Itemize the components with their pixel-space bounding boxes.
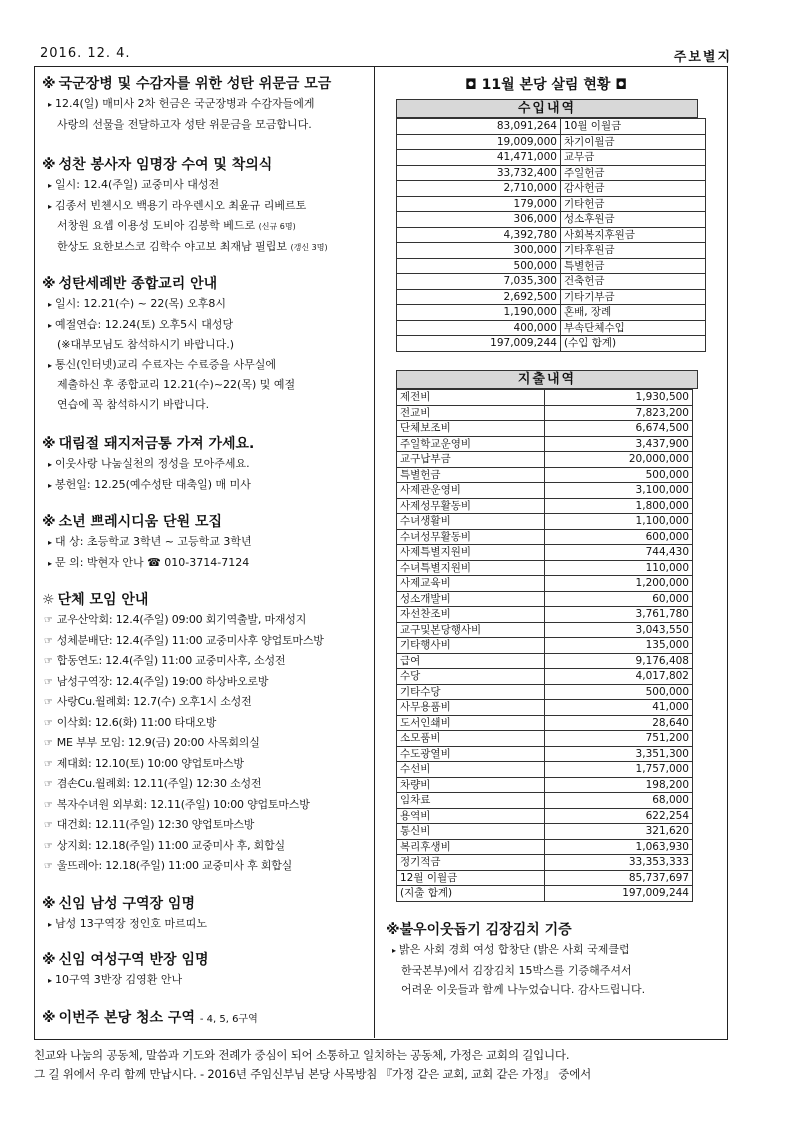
column-divider [374,66,375,1038]
triangle-bullet-icon: ▸ [48,920,53,929]
table-cell: 41,000 [545,700,693,716]
table-cell: 19,009,000 [397,134,561,150]
table-row [397,607,693,623]
reference-mark-icon: ※ [42,896,56,912]
table-cell: 197,009,244 [397,336,561,352]
table-cell: 4,392,780 [397,227,561,243]
pointing-hand-icon: ☞ [44,676,53,688]
table-cell: 기타기부금 [560,289,705,305]
table-cell: 감사헌금 [560,181,705,197]
income-heading: 수입내역 [396,99,698,118]
list-item: 한국본부)에서 김장김치 15박스를 기증해주셔서 [401,963,632,977]
list-item: ☞ ME 부부 모임: 12.9(금) 20:00 사목회의실 [44,736,260,749]
table-cell: 기타수당 [397,684,545,700]
table-cell: 744,430 [545,545,693,561]
table-cell: 복리후생비 [397,839,545,855]
table-cell: 특별헌금 [397,467,545,483]
list-item: ☞ 제대회: 12.10(토) 10:00 양업토마스방 [44,756,244,770]
triangle-bullet-icon: ▸ [48,360,53,370]
list-item: ▸ 남성 13구역장 정인호 마르띠노 [48,917,208,930]
section-title: ※불우이웃돕기 김장김치 기증 [386,922,572,938]
table-cell: 60,000 [545,591,693,607]
table-cell: 500,000 [545,684,693,700]
table-cell: 600,000 [545,529,693,545]
table-cell: 1,100,000 [545,514,693,530]
list-item: ▸ 통신(인터넷)교리 수료자는 수료증을 사무실에 [48,357,276,371]
reference-mark-icon: ※ [42,157,56,173]
pointing-hand-icon: ☞ [44,697,53,708]
table-row [397,421,693,437]
section-group-meetings [42,590,370,877]
table-cell: 500,000 [545,467,693,483]
table-cell: 임차료 [397,793,545,809]
list-item: ☞ 대건회: 12.11(주일) 12:30 양업토마스방 [44,818,255,831]
table-cell: 용역비 [397,808,545,824]
table-row [397,839,693,855]
triangle-bullet-icon: ▸ [48,201,53,211]
table-cell: 198,200 [545,777,693,793]
table-cell: 28,640 [545,715,693,731]
table-cell: (수입 합계) [560,336,705,352]
table-cell: 부속단체수입 [560,320,705,336]
table-cell: 수녀생활비 [397,514,545,530]
table-row [397,591,693,607]
table-cell: 건축헌금 [560,274,705,290]
table-cell: 수녀성무활동비 [397,529,545,545]
table-cell: 83,091,264 [397,119,561,135]
section-kimchi-donation [386,920,706,1000]
table-cell: 수당 [397,669,545,685]
table-row [397,545,693,561]
list-item: ▸ 이웃사랑 나눔실천의 정성을 모아주세요. [48,457,250,470]
reference-mark-icon: ※ [42,1010,56,1026]
table-cell: 400,000 [397,320,561,336]
section-title: ※ 성찬 봉사자 임명장 수여 및 착의식 [42,157,273,173]
table-row [397,808,693,824]
list-item: ☞ 겸손Cu.월례회: 12.11(주일) 12:30 소성전 [44,777,262,790]
list-item: ▸ 12.4(일) 매미사 2차 헌금은 국군장병과 수감자들에게 [48,97,315,110]
table-row [397,134,706,150]
table-row [397,467,693,483]
table-cell: 수녀특별지원비 [397,560,545,576]
triangle-bullet-icon: ▸ [392,946,397,955]
list-item: 연습에 꼭 참석하시기 바랍니다. [57,397,210,411]
list-item: ▸ 봉헌일: 12.25(예수성탄 대축일) 매 미사 [48,477,251,491]
table-cell: 교무금 [560,150,705,166]
expense-table [396,389,693,902]
table-row [397,119,706,135]
page-header [34,44,760,64]
table-row [397,289,706,305]
table-row [397,622,693,638]
list-item: ▸ 대 상: 초등학교 3학년 ~ 고등학교 3학년 [48,535,252,548]
expense-heading: 지출내역 [396,370,698,389]
table-row [397,165,706,181]
table-cell: 정기적금 [397,855,545,871]
table-cell: 3,437,900 [545,436,693,452]
table-row [397,715,693,731]
table-cell: 321,620 [545,824,693,840]
footer-motto [34,1046,760,1084]
table-cell: 교구납부금 [397,452,545,468]
table-cell: 혼배, 장례 [560,305,705,321]
list-item: ☞ 사랑Cu.월례회: 12.7(수) 오후1시 소성전 [44,695,252,708]
list-item: ☞ 상지회: 12.18(주일) 11:00 교중미사 후, 회합실 [44,838,285,852]
pointing-hand-icon: ☞ [44,717,53,729]
reference-mark-icon: ※ [42,514,56,530]
pointing-hand-icon: ☞ [44,820,53,831]
table-cell: 사제교육비 [397,576,545,592]
list-item: ▸ 예절연습: 12.24(토) 오후5시 대성당 [48,317,234,331]
pointing-hand-icon: ☞ [44,615,53,626]
table-row [397,777,693,793]
table-cell: 500,000 [397,258,561,274]
footer-line: 친교와 나눔의 공동체, 말씀과 기도와 전례가 중심이 되어 소통하고 일치하는 공동체, 가정은 교회의 길입니다. [34,1048,570,1062]
pointing-hand-icon: ☞ [44,799,53,811]
footer-line: 그 길 위에서 우리 함께 만납시다. - 2016년 주임신부님 본당 사목방침 『가정 같은 교회, 교회 같은 가정』 중에서 [34,1067,592,1081]
list-item: ☞ 성체분배단: 12.4(주일) 11:00 교중미사후 양업토마스방 [44,633,324,647]
table-row [397,212,706,228]
list-item: ▸ 밝은 사회 경희 여성 합창단 (밝은 사회 국제클럽 [392,943,630,956]
list-item: ▸ 일시: 12.4(주일) 교중미사 대성전 [48,178,220,191]
list-item: ☞ 복자수녀원 외부회: 12.11(주일) 10:00 양업토마스방 [44,797,310,811]
section-baptism-class [42,274,370,414]
table-cell: 85,737,697 [545,870,693,886]
pointing-hand-icon: ☞ [44,656,53,667]
table-cell: 1,190,000 [397,305,561,321]
section-eucharist-ministers [42,155,370,257]
table-row [397,258,706,274]
table-cell: 주일헌금 [560,165,705,181]
triangle-bullet-icon: ▸ [48,300,53,309]
table-row [397,886,693,902]
reference-mark-icon: ※ [42,76,56,92]
table-row [397,196,706,212]
list-item: ☞ 교우산악회: 12.4(주일) 09:00 회기역출발, 마재성지 [44,613,307,626]
table-cell: 사무용품비 [397,700,545,716]
table-row [397,390,693,406]
table-cell: 기타행사비 [397,638,545,654]
section-title: ※ 대림절 돼지저금통 가져 가세요. [42,436,255,452]
triangle-bullet-icon: ▸ [48,976,53,985]
table-cell: 7,035,300 [397,274,561,290]
table-cell: 33,353,333 [545,855,693,871]
table-cell: 1,800,000 [545,498,693,514]
table-cell: 성소개발비 [397,591,545,607]
table-cell: 1,063,930 [545,839,693,855]
table-cell: 수선비 [397,762,545,778]
list-item: ☞ 남성구역장: 12.4(주일) 19:00 하상바오로방 [44,674,269,688]
table-cell: 7,823,200 [545,405,693,421]
table-cell: 622,254 [545,808,693,824]
reference-mark-icon: ※ [42,952,56,968]
table-cell: 소모품비 [397,731,545,747]
section-male-leader [42,894,370,935]
table-cell: 전교비 [397,405,545,421]
table-cell: 주일학교운영비 [397,436,545,452]
section-title: ※ 신임 남성 구역장 임명 [42,896,195,912]
table-row [397,700,693,716]
table-row [397,684,693,700]
table-cell: 3,761,780 [545,607,693,623]
table-cell: 사제관운영비 [397,483,545,499]
table-cell: 41,471,000 [397,150,561,166]
reference-mark-icon: ※ [42,436,56,452]
reference-mark-icon: ※ [42,276,56,292]
section-cleaning-area [42,1008,370,1030]
table-row [397,824,693,840]
table-cell: 1,757,000 [545,762,693,778]
table-cell: 통신비 [397,824,545,840]
table-row [397,529,693,545]
triangle-bullet-icon: ▸ [48,181,53,190]
section-piggy-bank [42,434,370,495]
table-row [397,560,693,576]
table-cell: 2,710,000 [397,181,561,197]
list-item: ▸ 일시: 12.21(수) ~ 22(목) 오후8시 [48,297,226,310]
table-row [397,436,693,452]
table-cell: 3,100,000 [545,483,693,499]
table-cell: 단체보조비 [397,421,545,437]
finance-title: ◘ 11월 본당 살림 현황 ◘ [464,77,628,93]
table-cell: 3,351,300 [545,746,693,762]
list-item: ▸ 문 의: 박현자 안나 ☎ 010-3714-7124 [48,555,250,569]
table-cell: 자선찬조비 [397,607,545,623]
triangle-bullet-icon: ▸ [48,460,53,469]
pointing-hand-icon: ☞ [44,738,53,749]
section-youth-praesidium [42,512,370,573]
table-cell: 수도광열비 [397,746,545,762]
table-cell: 기타후원금 [560,243,705,259]
triangle-bullet-icon: ▸ [48,320,53,330]
section-title: ※ 신임 여성구역 반장 임명 [42,952,209,968]
table-row [397,305,706,321]
table-cell: 6,674,500 [545,421,693,437]
table-cell: 사제성무활동비 [397,498,545,514]
table-cell: (지출 합계) [397,886,545,902]
table-cell: 3,043,550 [545,622,693,638]
table-row [397,793,693,809]
table-row [397,181,706,197]
table-cell: 179,000 [397,196,561,212]
table-cell: 사회복지후원금 [560,227,705,243]
table-cell: 도서인쇄비 [397,715,545,731]
income-table [396,118,706,352]
table-cell: 9,176,408 [545,653,693,669]
bulletin-date: 2016. 12. 4. [40,46,131,61]
section-title: ※ 이번주 본당 청소 구역 - 4, 5, 6구역 [42,1010,258,1026]
section-female-leader [42,950,370,991]
table-cell: 급여 [397,653,545,669]
table-row [397,514,693,530]
list-item: 서창원 요셉 이용성 도비아 김봉학 베드로 (신규 6명) [57,219,296,232]
table-cell: 68,000 [545,793,693,809]
sun-icon: ☼ [42,592,55,608]
table-cell: 기타헌금 [560,196,705,212]
pointing-hand-icon: ☞ [44,635,53,647]
list-item: 어려운 이웃들과 함께 나누었습니다. 감사드립니다. [401,983,646,996]
list-item: 사랑의 선물을 전달하고자 성탄 위문금을 모금합니다. [57,117,312,131]
table-row [397,336,706,352]
table-cell: 성소후원금 [560,212,705,228]
table-row [397,320,706,336]
table-cell: 1,200,000 [545,576,693,592]
table-cell: 차량비 [397,777,545,793]
table-row [397,452,693,468]
section-christmas-fund [42,74,370,134]
table-cell: 교구및본당행사비 [397,622,545,638]
table-row [397,576,693,592]
pointing-hand-icon: ☞ [44,861,53,872]
table-row [397,498,693,514]
table-row [397,227,706,243]
table-cell: 20,000,000 [545,452,693,468]
table-row [397,483,693,499]
triangle-bullet-icon: ▸ [48,558,53,568]
table-cell: 4,017,802 [545,669,693,685]
pointing-hand-icon: ☞ [44,840,53,852]
list-item: ☞ 이삭회: 12.6(화) 11:00 타대오방 [44,715,217,729]
list-item: 한상도 요한보스코 김학수 야고보 최재남 필립보 (갱신 3명) [57,239,328,253]
table-row [397,150,706,166]
table-cell: 110,000 [545,560,693,576]
table-row [397,855,693,871]
list-item: ▸ 10구역 3반장 김영환 안나 [48,973,183,986]
section-title: ☼ 단체 모임 안내 [42,592,149,608]
table-cell: 33,732,400 [397,165,561,181]
table-row [397,243,706,259]
reference-mark-icon: ※ [386,922,400,938]
pointing-hand-icon: ☞ [44,758,53,770]
table-cell: 10월 이월금 [560,119,705,135]
list-item: ☞ 합동연도: 12.4(주일) 11:00 교중미사후, 소성전 [44,654,286,667]
bulletin-kind: 주보별지 [673,50,732,65]
table-cell: 751,200 [545,731,693,747]
table-cell: 1,930,500 [545,390,693,406]
section-title: ※ 소년 쁘레시디움 단원 모집 [42,514,223,530]
triangle-bullet-icon: ▸ [48,480,53,490]
pointing-hand-icon: ☞ [44,779,53,790]
list-item: 제출하신 후 종합교리 12.21(수)~22(목) 및 예절 [57,378,296,391]
list-item: (※대부모님도 참석하시기 바랍니다.) [57,338,235,351]
section-title: ※ 성탄세례반 종합교리 안내 [42,276,218,292]
triangle-bullet-icon: ▸ [48,538,53,547]
table-cell: 300,000 [397,243,561,259]
table-cell: 197,009,244 [545,886,693,902]
table-cell: 2,692,500 [397,289,561,305]
list-item: ▸ 김종서 빈첸시오 백용기 라우렌시오 최윤규 리베르토 [48,198,307,212]
table-row [397,638,693,654]
table-cell: 제전비 [397,390,545,406]
table-row [397,746,693,762]
table-row [397,870,693,886]
table-row [397,653,693,669]
table-cell: 306,000 [397,212,561,228]
table-cell: 차기이월금 [560,134,705,150]
list-item: ☞ 울뜨레아: 12.18(주일) 11:00 교중미사 후 회합실 [44,859,293,872]
table-row [397,405,693,421]
table-row [397,731,693,747]
table-cell: 135,000 [545,638,693,654]
table-row [397,762,693,778]
table-row [397,274,706,290]
triangle-bullet-icon: ▸ [48,100,53,109]
table-cell: 12월 이월금 [397,870,545,886]
section-title: ※ 국군장병 및 수감자를 위한 성탄 위문금 모금 [42,76,332,92]
table-cell: 사제특별지원비 [397,545,545,561]
table-row [397,669,693,685]
table-cell: 특별헌금 [560,258,705,274]
